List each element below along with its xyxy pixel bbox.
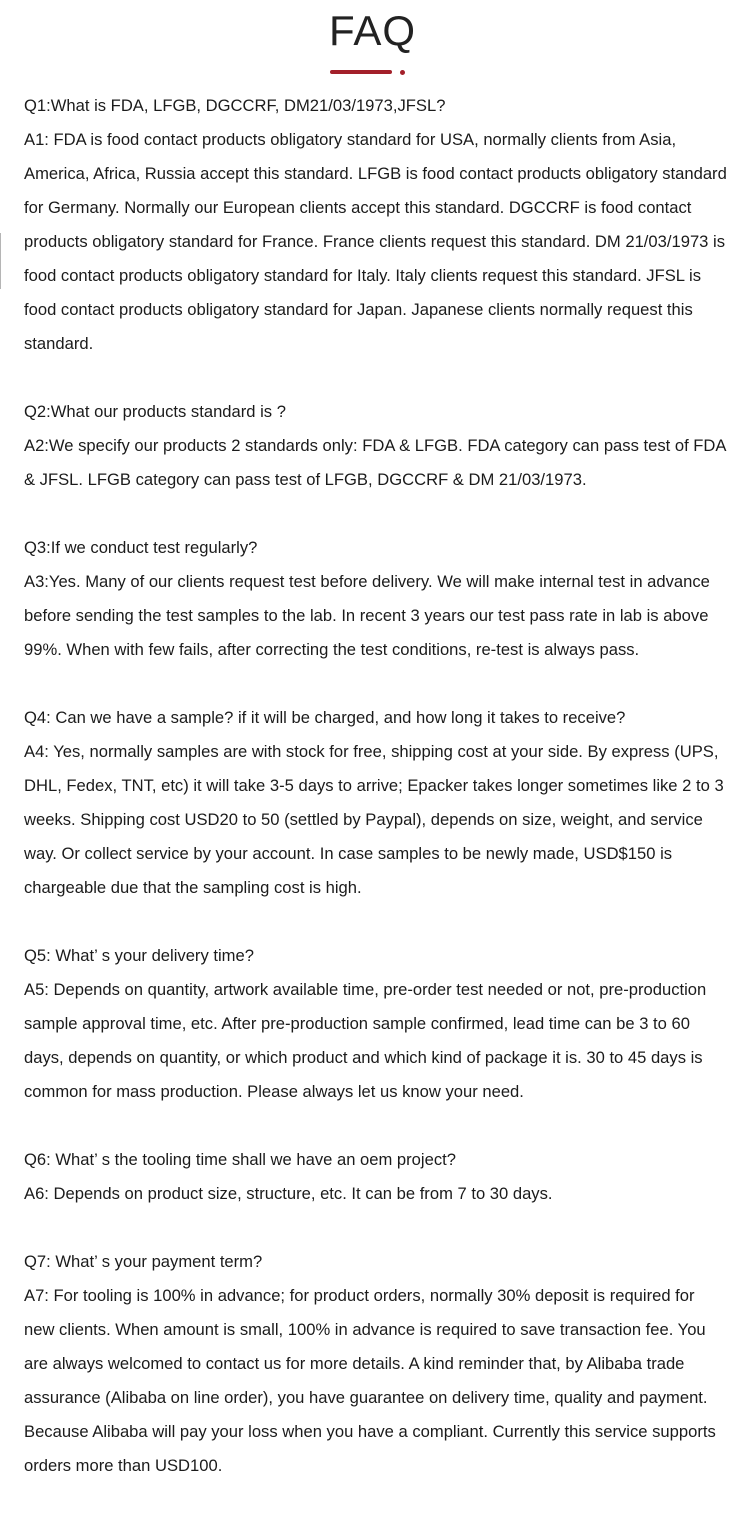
- faq-answer: A2:We specify our products 2 standards only: FDA & LFGB. FDA category can pass test of FDA & JFSL. LFGB category can pass test of LFGB, DGCCRF & DM 21/03/1973.: [24, 436, 726, 489]
- faq-question: Q6: What’ s the tooling time shall we have an oem project?: [24, 1150, 456, 1169]
- faq-answer: A1: FDA is food contact products obligatory standard for USA, normally clients from Asia, America, Africa, Russia accept this standard. LFGB is food contact products obligatory standard for Germany. Normally our European clients accept this standard. DGCCRF is food contact products obligatory standard for France. France clients request this standard. DM 21/03/1973 is food contact products obligatory standard for Italy. Italy clients request this standard. JFSL is food contact products obligatory standard for Japan. Japanese clients normally request this standard.: [24, 130, 727, 353]
- faq-item-q5: [24, 939, 729, 1109]
- faq-question: Q7: What’ s your payment term?: [24, 1252, 263, 1271]
- faq-question: Q4: Can we have a sample? if it will be charged, and how long it takes to receive?: [24, 708, 626, 727]
- left-edge-marker: [0, 233, 1, 289]
- title-underline-dot: [400, 70, 405, 75]
- faq-item-q1: [24, 89, 729, 361]
- faq-item-q2: [24, 395, 729, 497]
- faq-question: Q2:What our products standard is ?: [24, 402, 286, 421]
- faq-item-q6: [24, 1143, 729, 1211]
- faq-answer: A6: Depends on product size, structure, etc. It can be from 7 to 30 days.: [24, 1184, 553, 1203]
- faq-answer: A4: Yes, normally samples are with stock for free, shipping cost at your side. By express (UPS, DHL, Fedex, TNT, etc) it will take 3-5 days to arrive; Epacker takes longer sometimes like 2 to 3 weeks. Shipping cost USD20 to 50 (settled by Paypal), depends on size, weight, and service way. Or collect service by your account. In case samples to be newly made, USD$150 is chargeable due that the sampling cost is high.: [24, 742, 724, 897]
- faq-item-q4: [24, 701, 729, 905]
- faq-list: [24, 89, 729, 1517]
- faq-answer: A3:Yes. Many of our clients request test before delivery. We will make internal test in advance before sending the test samples to the lab. In recent 3 years our test pass rate in lab is above 99%. When with few fails, after correcting the test conditions, re-test is always pass.: [24, 572, 710, 659]
- faq-question: Q3:If we conduct test regularly?: [24, 538, 258, 557]
- faq-question: Q1:What is FDA, LFGB, DGCCRF, DM21/03/1973,JFSL?: [24, 96, 446, 115]
- faq-question: Q5: What’ s your delivery time?: [24, 946, 254, 965]
- page-title: FAQ: [328, 7, 417, 54]
- page-header: [0, 0, 750, 90]
- faq-answer: A7: For tooling is 100% in advance; for product orders, normally 30% deposit is required for new clients. When amount is small, 100% in advance is required to save transaction fee. You are always welcomed to contact us for more details. A kind reminder that, by Alibaba trade assurance (Alibaba on line order), you have guarantee on delivery time, quality and payment. Because Alibaba will pay your loss when you have a compliant. Currently this service supports orders more than USD100.: [24, 1286, 716, 1475]
- title-underline-bar: [330, 70, 392, 74]
- faq-item-q7: [24, 1245, 729, 1483]
- faq-answer: A5: Depends on quantity, artwork available time, pre-order test needed or not, pre-production sample approval time, etc. After pre-production sample confirmed, lead time can be 3 to 60 days, depends on quantity, or which product and which kind of package it is. 30 to 45 days is common for mass production. Please always let us know your need.: [24, 980, 707, 1101]
- faq-item-q3: [24, 531, 729, 667]
